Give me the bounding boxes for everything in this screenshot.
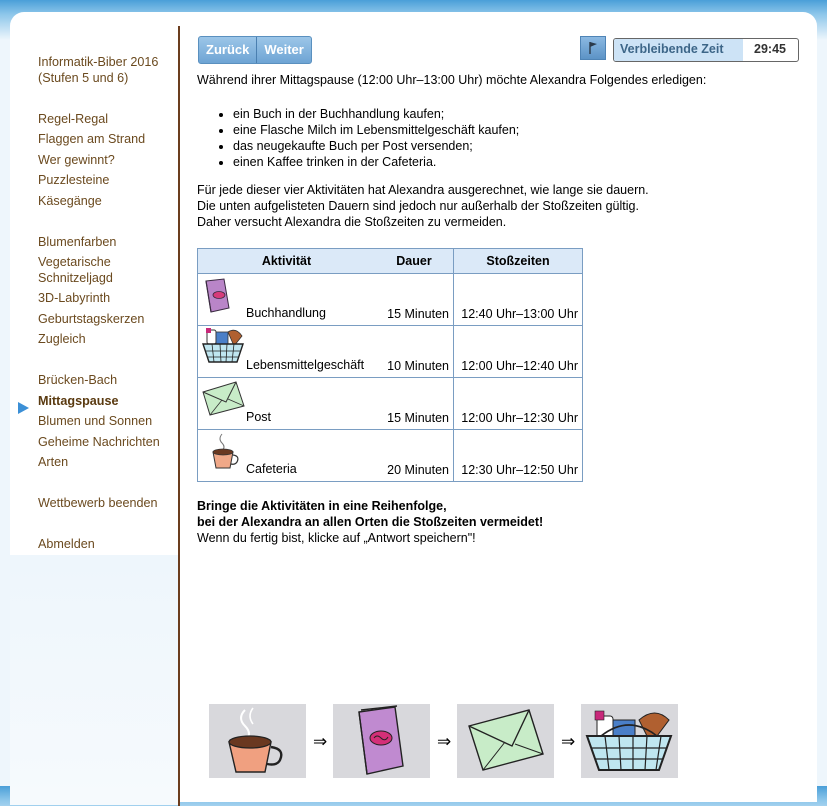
instruction-bold-line: bei der Alexandra an allen Orten die Stoßzeiten vermeidet!	[197, 515, 544, 529]
coffee-cup-icon	[208, 432, 244, 472]
coffee-cup-icon	[209, 704, 306, 778]
remaining-time-value: 29:45	[754, 42, 786, 56]
activity-cell	[198, 326, 376, 378]
sidebar-item-brucken-bach[interactable]: Brücken-Bach	[38, 373, 118, 387]
instruction-bold-line: Bringe die Aktivitäten in eine Reihenfolge,	[197, 499, 447, 513]
activity-table	[197, 248, 583, 482]
sidebar	[10, 34, 178, 555]
end-contest-link[interactable]: Wettbewerb beenden	[38, 496, 158, 510]
table-header-row	[198, 249, 583, 274]
activity-cell	[198, 274, 376, 326]
sidebar-item-mittagspause[interactable]: Mittagspause	[38, 394, 119, 408]
navigation-buttons	[198, 36, 312, 64]
header-rush-hours: Stoßzeiten	[454, 249, 583, 274]
envelope-icon	[200, 380, 246, 416]
remaining-time-label: Verbleibende Zeit	[620, 42, 724, 56]
activity-name: Lebensmittelgeschäft	[246, 358, 365, 372]
instruction-line: Wenn du fertig bist, klicke auf „Antwort speichern"!	[197, 531, 476, 545]
page-panel	[10, 12, 817, 802]
sidebar-item-arten[interactable]: Arten	[38, 455, 69, 469]
duration-cell: 10 Minuten	[375, 326, 454, 378]
sidebar-item-puzzlesteine[interactable]: Puzzlesteine	[38, 173, 110, 187]
rush-hours-cell: 12:00 Uhr–12:40 Uhr	[454, 326, 583, 378]
task-paragraph-line: Daher versucht Alexandra die Stoßzeiten zu vermeiden.	[197, 215, 507, 229]
sidebar-contest-title[interactable]: Informatik-Biber 2016	[38, 55, 159, 69]
sidebar-item-zugleich[interactable]: Zugleich	[38, 332, 86, 346]
sidebar-item-schnitzeljagd-1[interactable]: Vegetarische	[38, 255, 111, 269]
book-icon	[202, 278, 232, 314]
sequence-tile-basket[interactable]	[581, 704, 678, 778]
header-activity: Aktivität	[198, 249, 376, 274]
activity-name: Post	[246, 410, 272, 424]
table-row	[198, 274, 583, 326]
current-item-arrow-icon	[18, 402, 29, 414]
table-row	[198, 378, 583, 430]
sequence-arrow-icon: ⇒	[561, 732, 576, 751]
sidebar-item-blumenfarben[interactable]: Blumenfarben	[38, 235, 117, 249]
sequence-tile-coffee[interactable]	[209, 704, 306, 778]
task-paragraph-line: Die unten aufgelisteten Dauern sind jedoch nur außerhalb der Stoßzeiten gültig.	[197, 199, 639, 213]
rush-hours-cell: 12:40 Uhr–13:00 Uhr	[454, 274, 583, 326]
activity-name: Buchhandlung	[246, 306, 326, 320]
sequence-arrow-icon: ⇒	[313, 732, 328, 751]
flag-button[interactable]	[580, 36, 606, 60]
task-list	[197, 106, 519, 170]
duration-cell: 15 Minuten	[375, 274, 454, 326]
list-item: • ein Buch in der Buchhandlung kaufen;	[233, 106, 519, 122]
remaining-time	[613, 38, 799, 62]
flag-icon	[581, 37, 605, 59]
rush-hours-cell: 12:00 Uhr–12:30 Uhr	[454, 378, 583, 430]
activity-cell	[198, 430, 376, 482]
sidebar-item-geburtstagskerzen[interactable]: Geburtstagskerzen	[38, 312, 145, 326]
back-button[interactable]: Zurück	[206, 42, 250, 57]
basket-icon	[200, 328, 246, 368]
activity-name: Cafeteria	[246, 462, 297, 476]
envelope-icon	[457, 704, 554, 778]
sidebar-background	[10, 555, 178, 805]
sidebar-item-flaggen[interactable]: Flaggen am Strand	[38, 132, 146, 146]
sidebar-divider	[178, 26, 180, 806]
task-intro: Während ihrer Mittagspause (12:00 Uhr–13:00 Uhr) möchte Alexandra Folgendes erledigen:	[197, 73, 707, 87]
sidebar-contest-subtitle[interactable]: (Stufen 5 und 6)	[38, 71, 129, 85]
sidebar-item-wer-gewinnt[interactable]: Wer gewinnt?	[38, 153, 115, 167]
sidebar-item-kasegange[interactable]: Käsegänge	[38, 194, 102, 208]
book-icon	[333, 704, 430, 778]
sidebar-item-schnitzeljagd-2[interactable]: Schnitzeljagd	[38, 271, 113, 285]
duration-cell: 20 Minuten	[375, 430, 454, 482]
table-row	[198, 430, 583, 482]
list-item: • einen Kaffee trinken in der Cafeteria.	[233, 154, 519, 170]
basket-icon	[581, 704, 678, 778]
sidebar-item-geheime-nachrichten[interactable]: Geheime Nachrichten	[38, 435, 160, 449]
list-item: • das neugekaufte Buch per Post versenden;	[233, 138, 519, 154]
sidebar-item-blumen-sonnen[interactable]: Blumen und Sonnen	[38, 414, 153, 428]
sequence-tile-book[interactable]	[333, 704, 430, 778]
sequence-arrow-icon: ⇒	[437, 732, 452, 751]
sidebar-item-regel-regal[interactable]: Regel-Regal	[38, 112, 109, 126]
logout-link[interactable]: Abmelden	[38, 537, 95, 551]
sequence-tile-envelope[interactable]	[457, 704, 554, 778]
header-duration: Dauer	[375, 249, 454, 274]
task-paragraph-line: Für jede dieser vier Aktivitäten hat Alexandra ausgerechnet, wie lange sie dauern.	[197, 183, 649, 197]
list-item: • eine Flasche Milch im Lebensmittelgeschäft kaufen;	[233, 122, 519, 138]
table-row	[198, 326, 583, 378]
next-button[interactable]: Weiter	[256, 37, 311, 63]
activity-cell	[198, 378, 376, 430]
rush-hours-cell: 12:30 Uhr–12:50 Uhr	[454, 430, 583, 482]
sidebar-item-labyrinth[interactable]: 3D-Labyrinth	[38, 291, 111, 305]
duration-cell: 15 Minuten	[375, 378, 454, 430]
